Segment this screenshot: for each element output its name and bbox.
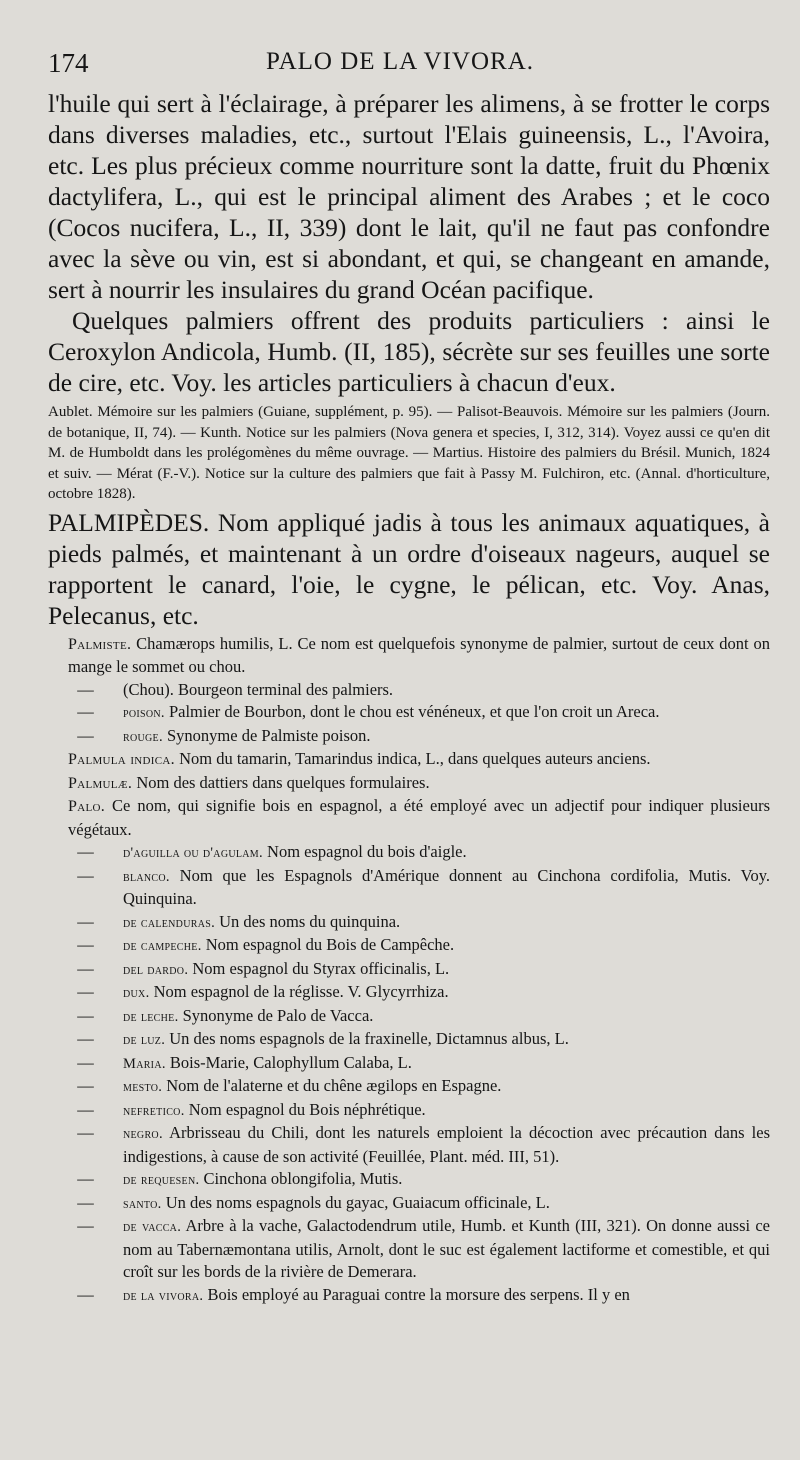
entry-headword: Maria. xyxy=(123,1055,166,1072)
entry-dash: — xyxy=(77,679,94,699)
page-header xyxy=(48,48,770,88)
entry-headword: de campeche. xyxy=(123,938,202,954)
entry-headword: de vacca. xyxy=(123,1219,182,1235)
entry-definition: Un des noms espagnols du gayac, Guaiacum officinale, L. xyxy=(165,1192,550,1212)
entry-dash: — xyxy=(77,1005,94,1025)
entry-headword: negro. xyxy=(123,1126,163,1142)
entry-dash: — xyxy=(77,1099,94,1119)
entry-headword: del dardo. xyxy=(123,961,189,978)
entry-definition: Arbrisseau du Chili, dont les naturels emploient la décoction avec précaution dans les indigestions, à cause de son activité (Feuillée, Plant. méd. III, 51). xyxy=(123,1123,770,1166)
entry-dash: — xyxy=(77,1076,94,1095)
entry-dash: — xyxy=(77,1192,94,1212)
entry-body xyxy=(123,865,770,911)
entry-definition: Nom espagnol de la réglisse. V. Glycyrrhiza. xyxy=(153,982,449,1001)
dictionary-entry xyxy=(48,701,770,725)
entry-headword: santo. xyxy=(123,1195,162,1212)
dictionary-entry xyxy=(48,748,770,772)
entry-body xyxy=(123,1215,770,1284)
entry-definition: Nom que les Espagnols d'Amérique donnent au Cinchona cordifolia, Mutis. Voy. Quinquina. xyxy=(123,865,771,908)
dictionary-entry xyxy=(48,725,770,749)
entry-dash: — xyxy=(77,935,94,954)
dictionary-entry xyxy=(48,1052,770,1076)
entry-headword: poison. xyxy=(123,705,165,721)
dictionary-entry xyxy=(48,772,770,796)
dictionary-entry xyxy=(48,1192,770,1216)
entry-headword: Palmula indica. xyxy=(68,751,175,768)
entry-headword: Palmiste. xyxy=(68,635,132,653)
dictionary-entry xyxy=(48,1284,770,1308)
paragraph-palm-products: Quelques palmiers offrent des produits particuliers : ainsi le Ceroxylon Andicola, Humb. (II, 185), sécrète sur ses feuilles une sorte de cire, etc. Voy. les articles particuliers à chacun d'eux. xyxy=(48,306,770,397)
entry-definition: Nom appliqué jadis à tous les animaux aquatiques, à pieds palmés, et maintenant à un ordre d'oiseaux nageurs, auquel se rapportent le canard, l'oie, le cygne, le pélican, etc. Voy. Anas, Pelecanus, etc. xyxy=(48,507,770,630)
entry-body xyxy=(123,1028,770,1052)
entry-body xyxy=(123,1192,770,1216)
bibliography-note: Aublet. Mémoire sur les palmiers (Guiane, supplément, p. 95). — Palisot-Beauvois. Mémoire sur les palmiers (Journ. de botanique, II, 74). — Kunth. Notice sur les palmiers (Nova genera et species, I, 312, 314). Voyez aussi ce qu'en dit M. de Humboldt dans les prolégomènes du même ouvrage. — Martius. Histoire des palmiers du Brésil. Munich, 1824 et suiv. — Mérat (F.-V.). Notice sur la culture des palmiers que fait à Passy M. Fulchiron, etc. (Annal. d'horticulture, octobre 1828). xyxy=(48,404,770,502)
dictionary-entry xyxy=(48,633,770,679)
entry-body xyxy=(123,981,770,1005)
main-text xyxy=(48,88,770,398)
entry-palmipedes xyxy=(48,507,770,631)
dictionary-entry xyxy=(48,865,770,911)
dictionary-entry xyxy=(48,1168,770,1192)
entry-body xyxy=(68,772,770,796)
entry-headword: nefretico. xyxy=(123,1102,185,1119)
entry-dash: — xyxy=(77,1123,94,1142)
entry-definition: Synonyme de Palo de Vacca. xyxy=(182,1005,374,1025)
entry-definition: Nom espagnol du Styrax officinalis, L. xyxy=(192,958,450,978)
entry-body xyxy=(123,1284,770,1308)
running-title: PALO DE LA VIVORA. xyxy=(266,48,535,75)
entry-headword: mesto. xyxy=(123,1079,163,1095)
entry-body xyxy=(123,1005,770,1029)
dictionary-entry xyxy=(48,1099,770,1123)
entry-headword: de la vivora. xyxy=(123,1287,204,1304)
entry-headword: rouge. xyxy=(123,728,163,745)
dictionary-entry xyxy=(48,981,770,1005)
entry-definition: Nom espagnol du Bois néphrétique. xyxy=(188,1099,426,1119)
dictionary-entry xyxy=(48,934,770,958)
entry-headword: dux. xyxy=(123,985,150,1001)
entry-definition: (Chou). Bourgeon terminal des palmiers. xyxy=(123,679,394,699)
entry-definition: Cinchona oblongifolia, Mutis. xyxy=(203,1169,403,1188)
entry-headword: PALMIPÈDES. xyxy=(48,507,210,537)
entry-dash: — xyxy=(77,702,94,721)
page-number: 174 xyxy=(48,48,89,78)
entry-definition: Nom espagnol du bois d'aigle. xyxy=(267,842,467,861)
entry-headword: d'aguilla ou d'agulam. xyxy=(123,845,263,861)
entry-dash: — xyxy=(77,725,94,745)
entry-body xyxy=(123,934,770,958)
entry-body xyxy=(123,911,770,935)
entry-dash: — xyxy=(77,865,94,885)
entry-dash: — xyxy=(77,1216,94,1235)
entry-definition: Nom des dattiers dans quelques formulaires. xyxy=(136,772,430,792)
entry-body xyxy=(68,748,770,772)
entry-headword: de calenduras. xyxy=(123,914,216,931)
entry-body xyxy=(123,1052,770,1076)
entry-definition: Bois employé au Paraguai contre la morsure des serpens. Il y en xyxy=(207,1284,630,1304)
entry-headword: blanco. xyxy=(123,868,170,885)
entry-definition: Palmier de Bourbon, dont le chou est vénéneux, et que l'on croit un Areca. xyxy=(168,702,660,721)
dictionary-entry xyxy=(48,958,770,982)
entry-body xyxy=(123,679,770,702)
entry-definition: Un des noms espagnols de la fraxinelle, Dictamnus albus, L. xyxy=(169,1029,569,1048)
entry-definition: Ce nom, qui signifie bois en espagnol, a été employé avec un adjectif pour indiquer plusieurs végétaux. xyxy=(68,796,771,839)
entry-headword: de requesen. xyxy=(123,1172,200,1188)
entry-dash: — xyxy=(77,1029,94,1048)
entry-definition: Bois-Marie, Calophyllum Calaba, L. xyxy=(169,1052,412,1072)
dictionary-entry xyxy=(48,1028,770,1052)
entry-body xyxy=(68,795,770,841)
dictionary-entry xyxy=(48,1075,770,1099)
entry-definition: Synonyme de Palmiste poison. xyxy=(167,725,371,745)
dictionary-entry xyxy=(48,911,770,935)
entry-body xyxy=(123,1168,770,1192)
dictionary-entry xyxy=(48,1005,770,1029)
entry-definition: Nom du tamarin, Tamarindus indica, L., dans quelques auteurs anciens. xyxy=(179,749,651,768)
entry-headword: de luz. xyxy=(123,1032,166,1048)
entry-body xyxy=(123,1122,770,1168)
entry-headword: Palmulæ. xyxy=(68,774,133,792)
entry-dash: — xyxy=(77,982,94,1001)
dictionary-entry xyxy=(48,795,770,841)
dictionary-entry xyxy=(48,1122,770,1168)
entry-headword: Palo. xyxy=(68,798,106,815)
dictionary-entries xyxy=(48,633,770,1308)
entry-dash: — xyxy=(77,1052,94,1072)
paragraph-palm-uses: l'huile qui sert à l'éclairage, à préparer les alimens, à se frotter le corps dans diverses maladies, etc., surtout l'Elais guineensis, L., l'Avoira, etc. Les plus précieux comme nourriture sont la datte, fruit du Phœnix dactylifera, L., qui est le principal aliment des Arabes ; et le coco (Cocos nucifera, L., II, 339) dont le lait, qu'il ne faut pas confondre avec la sève ou vin, est si abondant, et qui, se changeant en amande, sert à nourrir les insulaires du grand Océan pacifique. xyxy=(48,89,770,304)
entry-definition: Nom espagnol du Bois de Campêche. xyxy=(205,935,455,954)
entry-dash: — xyxy=(77,1284,94,1304)
entry-body xyxy=(68,633,770,679)
entry-headword: de leche. xyxy=(123,1008,179,1025)
entry-dash: — xyxy=(77,1169,94,1188)
entry-definition: Nom de l'alaterne et du chêne ægilops en Espagne. xyxy=(166,1076,502,1095)
entry-definition: Arbre à la vache, Galactodendrum utile, Humb. et Kunth (III, 321). On donne aussi ce nom au Tabernæmontana utilis, Arnolt, dont le suc est également lactiforme et comestible, et qui croît sur les bords de la rivière de Demerara. xyxy=(123,1216,771,1281)
entry-dash: — xyxy=(77,842,94,861)
entry-body xyxy=(123,1099,770,1123)
entry-definition: Chamærops humilis, L. Ce nom est quelquefois synonyme de palmier, surtout de ceux dont on mange le sommet ou chou. xyxy=(68,633,771,676)
dictionary-entry xyxy=(48,841,770,865)
entry-body xyxy=(123,958,770,982)
entry-body xyxy=(123,725,770,749)
entry-definition: Un des noms du quinquina. xyxy=(219,911,401,931)
dictionary-entry xyxy=(48,679,770,702)
dictionary-entry xyxy=(48,1215,770,1284)
entry-dash: — xyxy=(77,911,94,931)
entry-body xyxy=(123,701,770,725)
entry-body xyxy=(123,1075,770,1099)
entry-body xyxy=(123,841,770,865)
entry-dash: — xyxy=(77,958,94,978)
